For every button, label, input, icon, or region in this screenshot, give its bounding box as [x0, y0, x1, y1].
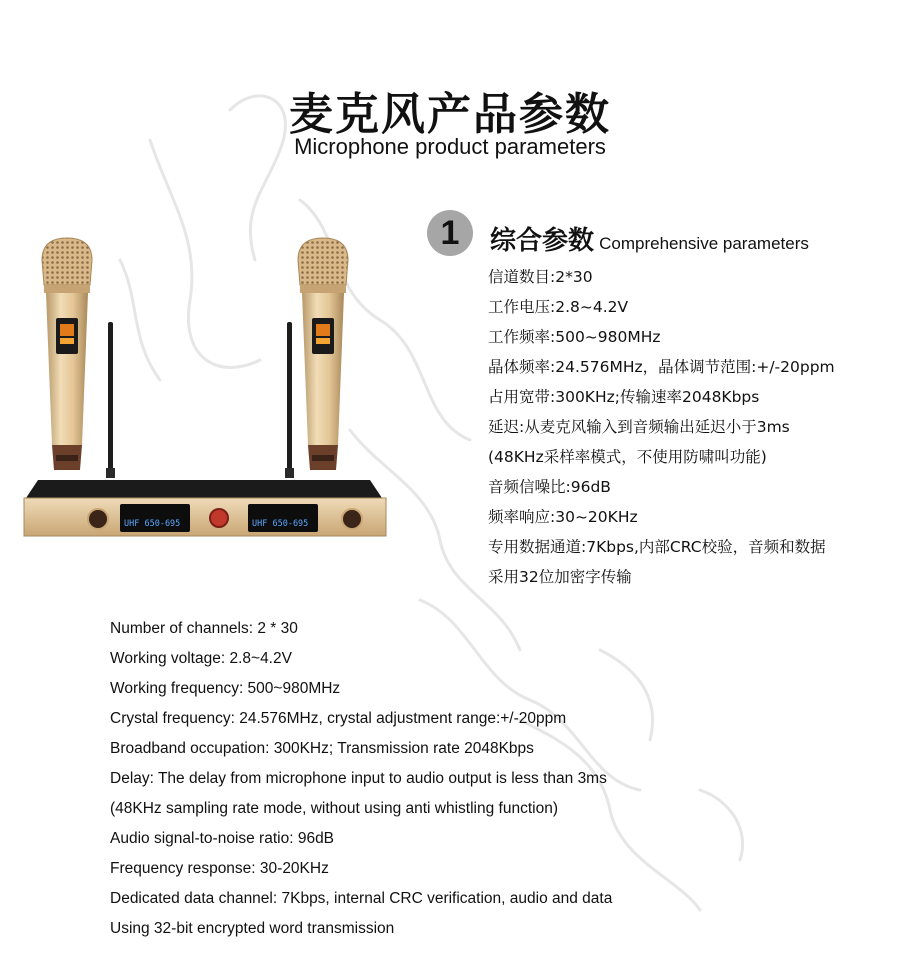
receiver-unit: [24, 480, 386, 536]
spec-item-en: Delay: The delay from microphone input to audio output is less than 3ms: [110, 770, 607, 787]
spec-item-en: Frequency response: 30-20KHz: [110, 860, 329, 877]
wireless-microphone-system-image: [20, 230, 392, 540]
spec-item-en: Crystal frequency: 24.576MHz, crystal adjustment range:+/-20ppm: [110, 710, 567, 727]
spec-list-cn: [488, 262, 835, 592]
antenna-left: [108, 322, 113, 477]
spec-item-cn: 工作电压:2.8~4.2V: [488, 298, 629, 316]
spec-item-en: Audio signal-to-noise ratio: 96dB: [110, 830, 335, 847]
section-number-badge: 1: [427, 210, 473, 256]
spec-item-cn: 工作频率:500~980MHz: [488, 328, 661, 346]
spec-item-cn: 专用数据通道:7Kbps,内部CRC校验，音频和数据: [488, 538, 826, 556]
spec-item-en: Working voltage: 2.8~4.2V: [110, 650, 292, 667]
spec-item-cn: 晶体频率:24.576MHz，晶体调节范围:+/-20ppm: [488, 358, 835, 376]
spec-item-en: Using 32-bit encrypted word transmission: [110, 920, 395, 937]
page-title-cn: 麦克风产品参数: [289, 89, 611, 140]
spec-item-en: Number of channels: 2 * 30: [110, 620, 298, 637]
microphone-right: [298, 238, 348, 470]
antenna-right: [287, 322, 292, 477]
receiver-display-left: UHF 650-695: [124, 519, 181, 529]
receiver-display-right: UHF 650-695: [252, 519, 309, 529]
spec-item-cn: 频率响应:30~20KHz: [488, 508, 638, 526]
spec-item-cn: 采用32位加密字传输: [488, 568, 632, 586]
section-title-en: Comprehensive parameters: [599, 234, 809, 253]
page-title-en: Microphone product parameters: [294, 134, 606, 159]
spec-item-en: Broadband occupation: 300KHz; Transmission rate 2048Kbps: [110, 740, 534, 757]
microphone-left: [42, 238, 92, 470]
spec-item-en: Dedicated data channel: 7Kbps, internal CRC verification, audio and data: [110, 890, 613, 907]
spec-item-cn: (48KHz采样率模式，不使用防啸叫功能): [488, 448, 767, 466]
spec-item-cn: 占用宽带:300KHz;传输速率2048Kbps: [488, 388, 760, 406]
spec-item-cn: 音频信噪比:96dB: [488, 478, 611, 496]
spec-item-en: (48KHz sampling rate mode, without using anti whistling function): [110, 800, 559, 817]
spec-list-en: [110, 614, 612, 944]
section-heading: [490, 220, 809, 257]
spec-item-cn: 延迟:从麦克风输入到音频输出延迟小于3ms: [488, 418, 790, 436]
spec-item-cn: 信道数目:2*30: [488, 268, 593, 286]
spec-item-en: Working frequency: 500~980MHz: [110, 680, 341, 697]
section-title-cn: 综合参数: [490, 226, 595, 256]
